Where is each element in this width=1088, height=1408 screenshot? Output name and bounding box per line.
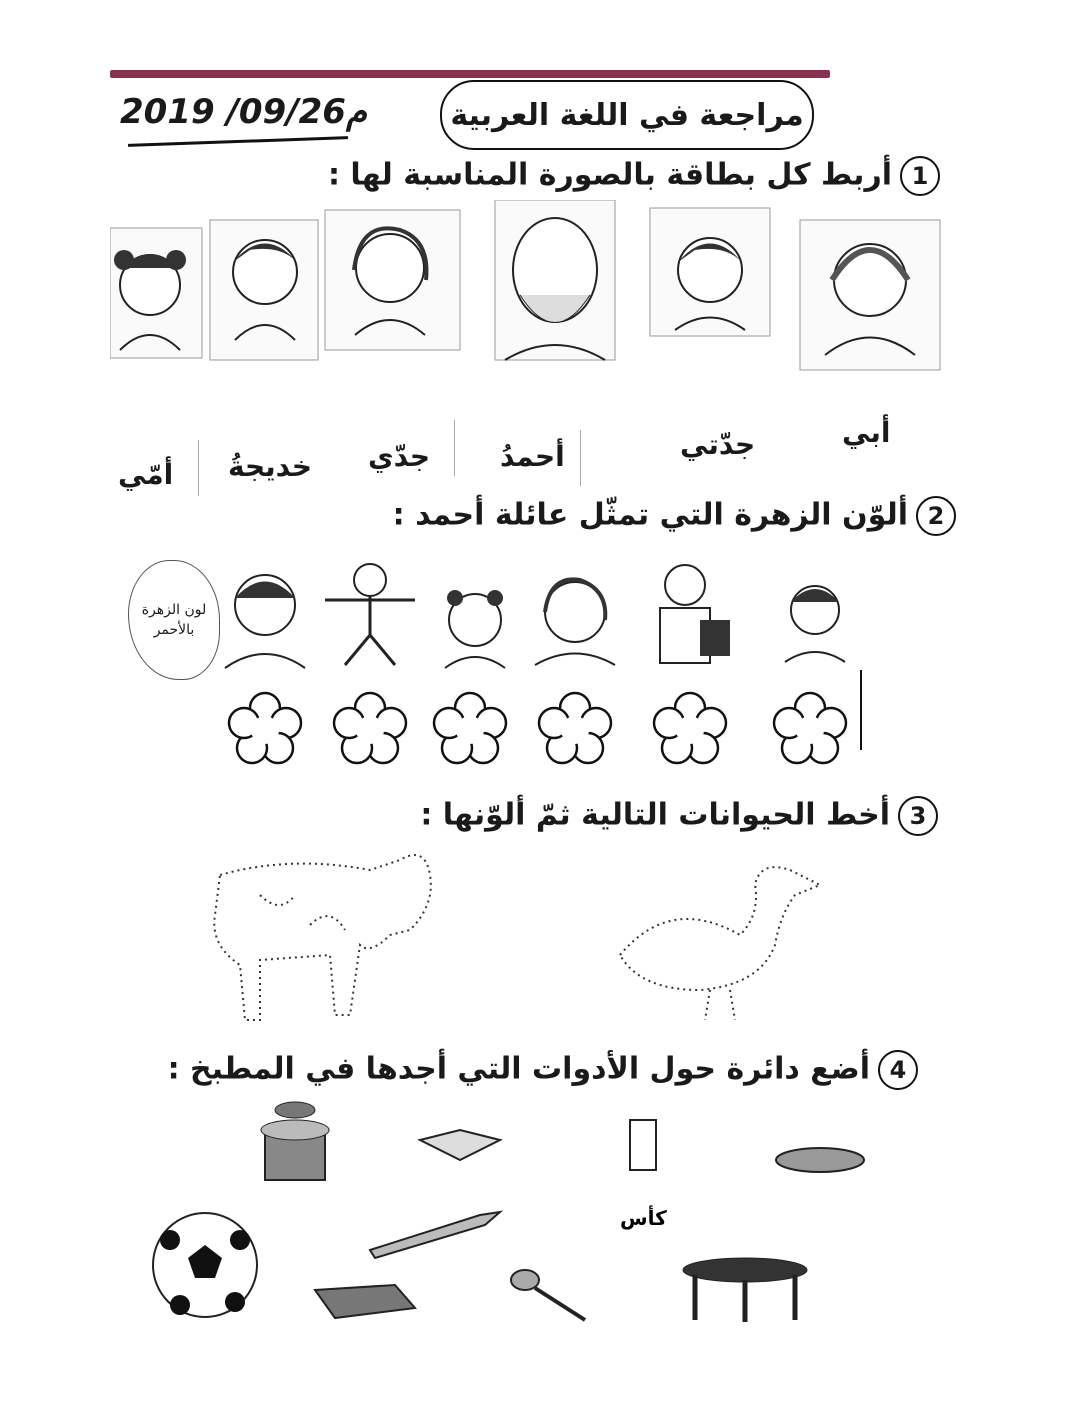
plate-icon [776,1148,864,1172]
young-man-figure [225,575,305,668]
exercise-1-instruction: 1أربط كل بطاقة بالصورة المناسبة لها : [328,156,940,196]
dotted-duck [620,867,820,1020]
dotted-animals [200,835,840,1035]
top-color-strip [110,70,830,78]
worksheet-date: 2019 /09/26م [120,92,367,132]
clown-figure [325,564,415,665]
exercise-2-instruction: 2ألوّن الزهرة التي تمثّل عائلة أحمد : [393,496,956,536]
margin-line [860,670,862,750]
glass-label: كأس [620,1206,667,1230]
football-icon [153,1213,257,1317]
ahmed-family-figures [220,550,860,670]
mother-portrait [325,210,460,350]
card-separator [198,440,199,496]
grandfather-portrait [495,200,615,360]
teacher-figure [660,565,730,663]
exercise-3-instruction: 3أخط الحيوانات التالية ثمّ ألوّنها : [420,796,938,836]
flower-2 [334,693,406,763]
flower-row [220,680,860,780]
worksheet-title: مراجعة في اللغة العربية [440,80,814,150]
card-separator [454,420,455,476]
card-separator [580,430,581,486]
name-card-my-grandmother: جدّتي [680,428,756,461]
table-icon [683,1258,807,1322]
name-card-my-mother: أمّي [118,458,174,491]
name-card-my-grandfather: جدّي [368,440,431,473]
mother-figure [535,579,615,665]
dotted-cow [214,855,431,1020]
notebook-icon [315,1285,415,1318]
name-card-ahmed: أحمدُ [500,440,565,473]
coloring-note-bubble: لون الزهرة بالأحمر [128,560,220,680]
flower-1 [229,693,301,763]
flower-4 [539,693,611,763]
knife-icon [370,1212,500,1258]
glass-icon [630,1120,656,1170]
boy-portrait [210,220,318,360]
family-portraits [110,200,950,380]
kitchen-items [140,1090,880,1330]
girl-figure [445,590,505,668]
name-card-my-father: أبي [842,416,891,449]
exercise-1-number: 1 [900,156,940,196]
father-portrait [650,208,770,336]
grandmother-portrait [800,220,940,370]
boy-figure [785,586,845,662]
exercise-4-number: 4 [878,1050,918,1090]
flower-3 [434,693,506,763]
exercise-2-number: 2 [916,496,956,536]
girl-portrait [110,228,202,358]
date-underline [128,136,348,147]
cooking-pot-icon [261,1102,329,1180]
flower-6 [774,693,846,763]
exercise-3-number: 3 [898,796,938,836]
spoon-icon [511,1270,585,1320]
flower-5 [654,693,726,763]
book-icon [420,1130,500,1160]
exercise-4-instruction: 4أضع دائرة حول الأدوات التي أجدها في المطبخ : [168,1050,918,1090]
name-card-khadija: خديجةُ [228,450,313,483]
